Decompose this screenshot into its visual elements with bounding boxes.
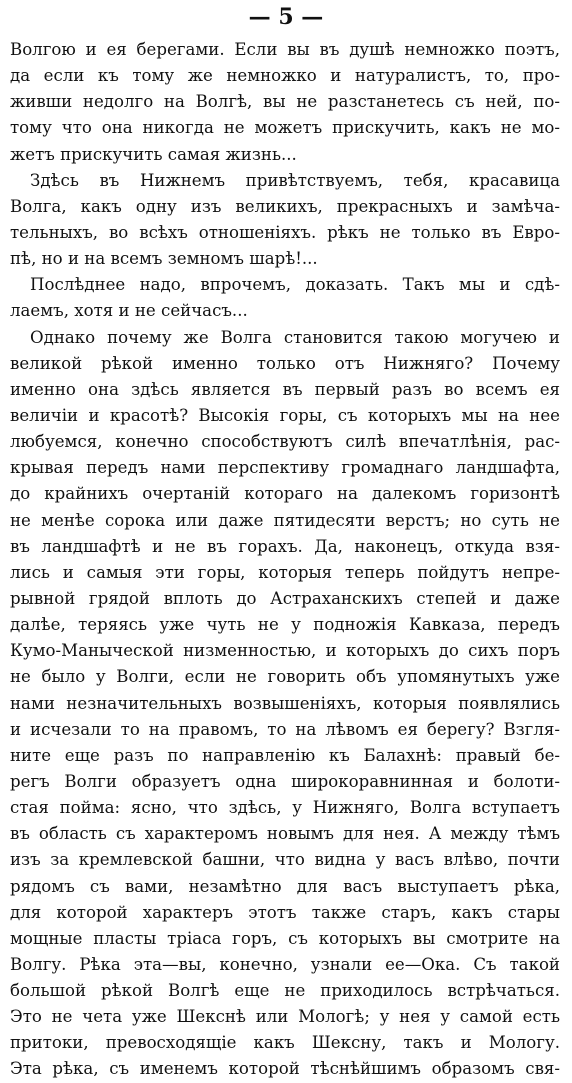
text-line: любуемся, конечно способствуютъ силѣ впечатлѣнія, рас-	[10, 432, 560, 452]
text-line: Здѣсь въ Нижнемъ привѣтствуемъ, тебя, красавица	[30, 170, 560, 190]
text-line: величіи и красотѣ? Высокія горы, съ которыхъ мы на нее	[10, 405, 560, 425]
text-line: пѣ, но и на всемъ земномъ шарѣ!...	[10, 249, 318, 269]
text-line: Волгу. Рѣка эта—вы, конечно, узнали ее—Ока. Съ такой	[10, 954, 560, 974]
text-line: Послѣднее надо, впрочемъ, доказать. Такъ мы и сдѣ-	[30, 275, 560, 295]
text-line: тому что она никогда не можетъ прискучить, какъ не мо-	[10, 118, 560, 138]
text-line: тельныхъ, во всѣхъ отношеніяхъ. рѣкъ не только въ Евро-	[10, 222, 560, 242]
text-line: не менѣе сорока или даже пятидесяти верстъ; но суть не	[10, 510, 560, 530]
text-line: жетъ прискучить самая жизнь...	[10, 144, 297, 164]
body-text	[10, 37, 560, 1083]
text-line: далѣе, теряясь уже чуть не у подножія Кавказа, передъ	[10, 615, 560, 635]
text-line: для которой характеръ этотъ также старъ, какъ стары	[10, 902, 560, 922]
text-line: рядомъ съ вами, незамѣтно для васъ выступаетъ рѣка,	[10, 876, 560, 896]
text-line: и исчезали то на правомъ, то на лѣвомъ ея берегу? Взгля-	[10, 719, 560, 739]
text-line: не было у Волги, если не говорить объ упомянутыхъ уже	[10, 667, 560, 687]
text-line: крывая передъ нами перспективу громаднаго ландшафта,	[10, 458, 560, 478]
text-line: Однако почему же Волга становится такою могучею и	[30, 327, 560, 347]
text-line: рывной грядой вплоть до Астраханскихъ степей и даже	[10, 588, 560, 608]
text-line: изъ за кремлевской башни, что видна у васъ влѣво, почти	[10, 850, 560, 870]
text-line: лаемъ, хотя и не сейчасъ...	[10, 301, 248, 321]
text-line: регъ Волги образуетъ одна широкоравнинная и болоти-	[10, 771, 560, 791]
text-line: до крайнихъ очертаній котораго на далекомъ горизонтѣ	[10, 484, 560, 504]
text-line: нами незначительныхъ возвышеніяхъ, которыя появлялись	[10, 693, 560, 713]
text-line: стая пойма: ясно, что здѣсь, у Нижняго, Волга вступаетъ	[10, 798, 560, 818]
page-number-header: — 5 —	[248, 4, 324, 30]
text-line: живши недолго на Волгѣ, вы не разстанетесь съ ней, по-	[10, 92, 560, 112]
text-line: да если къ тому же немножко и натуралистъ, то, про-	[10, 66, 560, 86]
text-line: Это не чета уже Шекснѣ или Мологѣ; у нея у самой есть	[10, 1007, 560, 1027]
text-line: въ ландшафтѣ и не въ горахъ. Да, наконецъ, откуда взя-	[10, 536, 560, 556]
text-line: Эта рѣка, съ именемъ которой тѣснѣйшимъ образомъ свя-	[10, 1059, 560, 1079]
text-line: притоки, превосходящіе какъ Шексну, такъ и Мологу.	[10, 1033, 560, 1053]
text-line: великой рѣкой именно только отъ Нижняго? Почему	[10, 353, 560, 373]
text-line: Волгою и ея берегами. Если вы въ душѣ немножко поэтъ,	[10, 40, 560, 59]
text-line: въ область съ характеромъ новымъ для нея. А между тѣмъ	[10, 824, 560, 844]
text-line: Кумо-Маныческой низменностью, и которыхъ до сихъ поръ	[10, 641, 560, 661]
text-line: большой рѣкой Волгѣ еще не приходилось встрѣчаться.	[10, 981, 560, 1001]
text-line: ните еще разъ по направленію къ Балахнѣ: правый бе-	[10, 745, 560, 765]
text-line: именно она здѣсь является въ первый разъ во всемъ ея	[10, 379, 560, 399]
text-line: лись и самыя эти горы, которыя теперь пойдутъ непре-	[10, 562, 560, 582]
text-line: мощные пласты тріаса горъ, съ которыхъ вы смотрите на	[10, 928, 560, 948]
text-line: Волга, какъ одну изъ великихъ, прекрасныхъ и замѣча-	[10, 196, 560, 216]
